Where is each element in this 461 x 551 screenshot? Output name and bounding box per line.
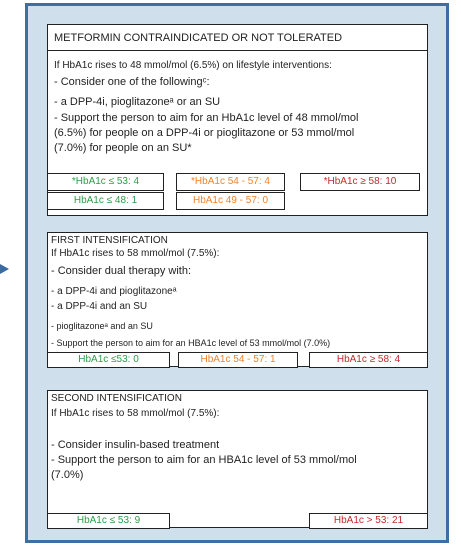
box2-stat-green: HbA1c ≤53: 0 bbox=[47, 352, 170, 368]
box1-stat-green-2: HbA1c ≤ 48: 1 bbox=[47, 192, 164, 210]
box3-stat-red: HbA1c > 53: 21 bbox=[309, 513, 428, 529]
flow-arrow-icon bbox=[0, 264, 9, 274]
box1-line-2: - a DPP-4i, pioglitazoneᵃ or an SU bbox=[54, 96, 221, 108]
box1-stat-orange-1: *HbA1c 54 - 57: 4 bbox=[176, 173, 285, 191]
box1-line-5: (7.0%) for people on an SU* bbox=[54, 142, 192, 154]
box2-stat-orange: HbA1c 54 - 57: 1 bbox=[178, 352, 298, 368]
box1-trigger: If HbA1c rises to 48 mmol/mol (6.5%) on lifestyle interventions: bbox=[54, 60, 332, 71]
box2-stat-red: HbA1c ≥ 58: 4 bbox=[309, 352, 428, 368]
box3-line-1: - Consider insulin-based treatment bbox=[51, 439, 220, 451]
box1-title-divider bbox=[48, 50, 427, 51]
box2-line-4: - pioglitazoneᵃ and an SU bbox=[51, 321, 153, 331]
box1-line-1: - Consider one of the followingᶜ: bbox=[54, 76, 210, 88]
box3-trigger: If HbA1c rises to 58 mmol/mol (7.5%): bbox=[51, 408, 220, 419]
box2-line-2: - a DPP-4i and pioglitazoneᵃ bbox=[51, 286, 177, 297]
box3-line-3: (7.0%) bbox=[51, 469, 84, 481]
box1-stat-orange-2: HbA1c 49 - 57: 0 bbox=[176, 192, 285, 210]
box3-title: SECOND INTENSIFICATION bbox=[51, 393, 182, 404]
box1-stat-green-1: *HbA1c ≤ 53: 4 bbox=[47, 173, 164, 191]
box1-title: METFORMIN CONTRAINDICATED OR NOT TOLERATED bbox=[54, 32, 343, 44]
box3-stat-green: HbA1c ≤ 53: 9 bbox=[47, 513, 170, 529]
second-intensification-box bbox=[47, 390, 428, 528]
box1-stat-red-1: *HbA1c ≥ 58: 10 bbox=[300, 173, 420, 191]
box1-line-4: (6.5%) for people on a DPP-4i or pioglitazone or 53 mmol/mol bbox=[54, 127, 355, 139]
box2-line-3: - a DPP-4i and an SU bbox=[51, 301, 148, 312]
box2-trigger: If HbA1c rises to 58 mmol/mol (7.5%): bbox=[51, 248, 220, 259]
box2-line-5: - Support the person to aim for an HBA1c level of 53 mmol/mol (7.0%) bbox=[51, 338, 331, 348]
pathway-panel bbox=[25, 3, 449, 543]
box1-line-3: - Support the person to aim for an HbA1c level of 48 mmol/mol bbox=[54, 112, 359, 124]
first-intensification-box bbox=[47, 232, 428, 367]
box2-title: FIRST INTENSIFICATION bbox=[51, 235, 168, 246]
box2-line-1: - Consider dual therapy with: bbox=[51, 265, 192, 277]
box3-line-2: - Support the person to aim for an HBA1c level of 53 mmol/mol bbox=[51, 454, 357, 466]
